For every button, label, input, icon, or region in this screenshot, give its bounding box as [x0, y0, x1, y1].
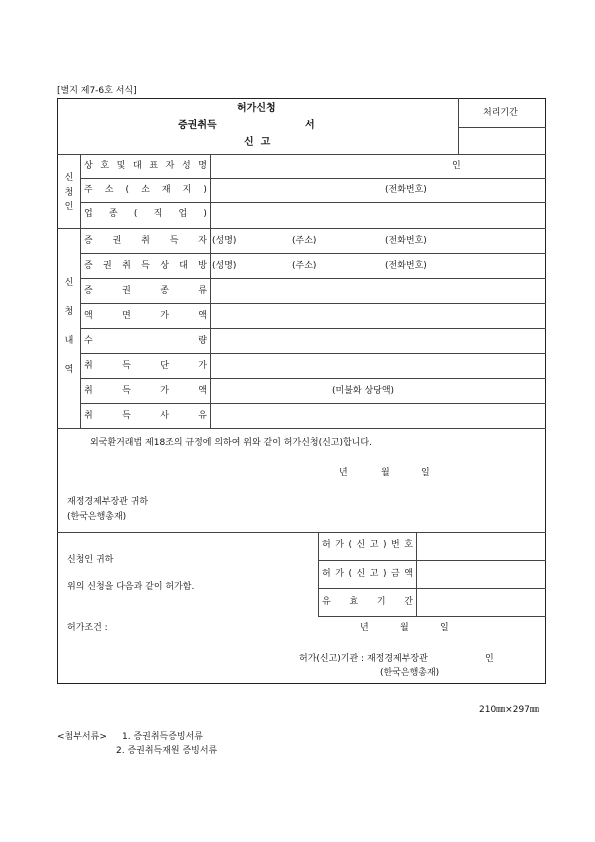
label-char: 소 — [141, 185, 150, 195]
label-char: 가 — [160, 311, 169, 321]
validity-period-field[interactable] — [417, 589, 545, 615]
label-char: ) — [203, 185, 207, 195]
label-char: 종 — [108, 209, 118, 219]
applicant-label — [84, 185, 207, 196]
label-char: 자 — [198, 236, 207, 246]
permit-condition: 허가조건 : — [67, 623, 108, 633]
label-char: 소 — [104, 185, 114, 195]
label-char: 신 — [356, 569, 366, 579]
applicant-label — [84, 161, 207, 172]
label-char: 액 — [84, 311, 93, 321]
label-char: 효 — [349, 597, 359, 607]
side-char: 신 — [64, 173, 74, 183]
label-char: 기 — [376, 597, 386, 607]
addressee: 재정경제부장관 귀하 — [67, 497, 149, 507]
label-char: 유 — [198, 411, 207, 421]
details-label — [84, 386, 207, 397]
label-char: 수 — [84, 336, 93, 346]
usd-equivalent-note: (미불화 상당액) — [332, 386, 395, 396]
label-char: 취 — [84, 361, 93, 371]
title-left: 증권취득 — [178, 120, 217, 131]
label-char: 증 — [84, 261, 93, 271]
label-char: 자 — [165, 161, 175, 171]
label-char: 허 — [322, 569, 331, 579]
label-char: 호 — [404, 540, 413, 550]
side-column-line — [80, 154, 81, 428]
label-char: 사 — [160, 411, 169, 421]
applicant-side-label — [62, 173, 76, 213]
label-char: 량 — [198, 336, 207, 346]
label-char: ) — [203, 209, 207, 219]
side-char: 역 — [64, 365, 74, 375]
title-right: 서 — [305, 120, 315, 131]
applicant-label — [84, 209, 207, 220]
approval-label — [322, 597, 413, 608]
details-label — [84, 411, 207, 422]
label-char: 증 — [84, 286, 93, 296]
label-char: 및 — [116, 161, 126, 171]
month-label: 월 — [381, 468, 390, 478]
applicant-address-field[interactable] — [211, 179, 545, 201]
label-char: 대 — [132, 161, 142, 171]
label-char: 고 — [369, 540, 379, 550]
processing-period-label: 처리기간 — [483, 108, 518, 118]
label-char: 지 — [182, 185, 192, 195]
acquirer-field[interactable] — [211, 229, 545, 252]
attachment-item: 2. 증권취득재원 증빙서류 — [116, 746, 218, 756]
label-char: 취 — [141, 236, 150, 246]
label-char: 득 — [122, 411, 131, 421]
row-line — [318, 616, 546, 617]
section-line — [57, 428, 546, 429]
approval-label — [322, 569, 413, 580]
approval-divider — [318, 532, 319, 616]
year-label: 년 — [360, 623, 369, 633]
permit-number-field[interactable] — [417, 533, 545, 559]
label-char: 득 — [169, 236, 179, 246]
label-char: 업 — [84, 209, 93, 219]
label-char: 액 — [198, 311, 207, 321]
day-label: 일 — [440, 623, 449, 633]
label-char: 명 — [198, 161, 207, 171]
day-label: 일 — [421, 468, 430, 478]
seal-mark: 인 — [452, 161, 461, 171]
label-char: 액 — [198, 386, 207, 396]
phone-note: (전화번호) — [385, 185, 427, 195]
details-label — [84, 311, 207, 322]
phone-note: (전화번호) — [385, 236, 427, 246]
side-char: 내 — [64, 336, 74, 346]
phone-note: (전화번호) — [385, 261, 427, 271]
month-label: 월 — [400, 623, 409, 633]
label-char: 권 — [103, 261, 112, 271]
acquisition-reason-field[interactable] — [211, 404, 545, 427]
label-char: 가 — [160, 386, 169, 396]
side-char: 신 — [64, 278, 74, 288]
name-note: (성명) — [212, 236, 237, 246]
permit-amount-field[interactable] — [417, 561, 545, 587]
side-char: 청 — [64, 187, 74, 198]
approval-to: 신청인 귀하 — [67, 555, 114, 565]
approval-label — [322, 540, 413, 551]
label-char: 고 — [369, 569, 379, 579]
label-char: 재 — [161, 185, 171, 195]
approval-statement: 위의 신청을 다음과 같이 허가함. — [67, 582, 195, 592]
label-char: 득 — [141, 261, 150, 271]
label-char: 가 — [335, 569, 344, 579]
label-char: 금 — [391, 569, 400, 579]
counterparty-field[interactable] — [211, 254, 545, 277]
details-label — [84, 261, 207, 272]
label-char: 단 — [160, 361, 169, 371]
label-char: 직 — [153, 209, 163, 219]
acquisition-value-field[interactable] — [211, 379, 545, 402]
label-char: 호 — [100, 161, 110, 171]
label-char: 득 — [122, 361, 131, 371]
addressee-sub: (한국은행총재) — [67, 512, 127, 522]
title-bottom: 신 고 — [244, 137, 271, 148]
label-char: 신 — [356, 540, 366, 550]
authority-seal: 인 — [485, 654, 494, 664]
year-label: 년 — [339, 468, 348, 478]
label-char: 종 — [160, 286, 169, 296]
label-char: 가 — [335, 540, 344, 550]
authority-sub: (한국은행총재) — [380, 668, 440, 678]
name-note: (성명) — [212, 261, 237, 271]
label-char: ) — [382, 569, 387, 579]
quantity-field[interactable] — [211, 329, 545, 352]
label-char: 주 — [84, 185, 93, 195]
label-char: 면 — [122, 311, 131, 321]
declaration-text: 외국환거래법 제18조의 규정에 의하여 위와 같이 허가신청(신고)합니다. — [90, 438, 372, 448]
label-char: 취 — [122, 261, 131, 271]
form-number: [별지 제7-6호 서식] — [57, 86, 137, 96]
face-value-field[interactable] — [211, 304, 545, 327]
label-char: 번 — [391, 540, 400, 550]
label-char: 득 — [122, 386, 131, 396]
label-char: 액 — [404, 569, 413, 579]
header-divider — [458, 98, 459, 154]
authority-label: 허가(신고)기관 : 재정경제부장관 — [299, 654, 428, 664]
header-period-line — [458, 127, 546, 128]
details-side-label — [62, 278, 76, 376]
label-char: 가 — [198, 361, 207, 371]
title-top: 허가신청 — [237, 103, 276, 114]
label-char: 허 — [322, 540, 331, 550]
label-char: ( — [133, 209, 138, 219]
label-char: 성 — [181, 161, 191, 171]
label-char: 취 — [84, 411, 93, 421]
label-char: 권 — [122, 286, 131, 296]
details-label — [84, 361, 207, 372]
attachments-label: <첨부서류> — [57, 732, 107, 742]
label-char: 류 — [198, 286, 207, 296]
address-note: (주소) — [292, 261, 317, 271]
label-char: 업 — [178, 209, 188, 219]
label-char: ( — [125, 185, 130, 195]
paper-size: 210㎜×297㎜ — [479, 705, 539, 715]
label-char: 대 — [179, 261, 188, 271]
side-char: 청 — [64, 307, 74, 317]
details-label — [84, 336, 207, 347]
label-char: 권 — [112, 236, 122, 246]
label-char: 증 — [84, 236, 93, 246]
security-type-field[interactable] — [211, 279, 545, 302]
address-note: (주소) — [292, 236, 317, 246]
label-char: ( — [348, 569, 352, 579]
details-label — [84, 236, 207, 247]
label-char: 취 — [84, 386, 93, 396]
label-char: ( — [348, 540, 352, 550]
label-char: 상 — [84, 161, 93, 171]
label-char: 상 — [160, 261, 169, 271]
label-char: 유 — [322, 597, 331, 607]
details-label — [84, 286, 207, 297]
applicant-business-field[interactable] — [211, 203, 545, 227]
label-char: 간 — [404, 597, 413, 607]
applicant-name-field[interactable] — [211, 155, 545, 177]
side-char: 인 — [64, 202, 74, 212]
attachment-item: 1. 증권취득증빙서류 — [122, 732, 204, 742]
label-char: ) — [382, 540, 387, 550]
label-char: 표 — [149, 161, 159, 171]
unit-price-field[interactable] — [211, 354, 545, 377]
label-char: 방 — [198, 261, 207, 271]
